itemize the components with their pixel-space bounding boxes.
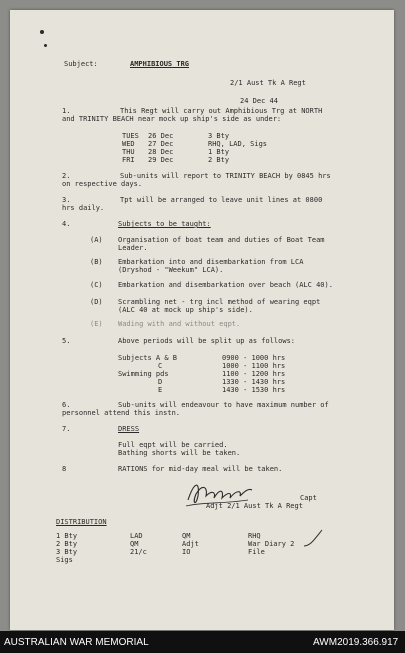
para-number: 8 bbox=[62, 465, 67, 473]
punch-hole bbox=[40, 30, 44, 34]
distribution-entry: QM bbox=[182, 532, 191, 540]
distribution-entry: 1 Bty bbox=[56, 532, 78, 540]
para-number: 4. bbox=[62, 220, 71, 228]
item-text: Wading with and without eqpt. bbox=[118, 320, 241, 328]
para-text: Above periods will be split up as follows: bbox=[118, 337, 296, 345]
section-heading: Subjects to be taught: bbox=[118, 220, 211, 228]
schedule-units: 2 Bty bbox=[208, 156, 230, 164]
para-text: RATIONS for mid-day meal will be taken. bbox=[118, 465, 283, 473]
schedule-date: 27 Dec bbox=[148, 140, 174, 148]
schedule-units: 3 Bty bbox=[208, 132, 230, 140]
para-text: hrs daily. bbox=[62, 204, 105, 212]
signatory-title: Adjt 2/1 Aust Tk A Regt bbox=[206, 502, 303, 510]
para-text: Full eqpt will be carried. bbox=[118, 441, 228, 449]
item-text: Organisation of boat team and duties of Boat Team bbox=[118, 236, 325, 244]
item-text: Embarkation into and disembarkation from LCA bbox=[118, 258, 304, 266]
period-time: 1100 - 1200 hrs bbox=[222, 370, 286, 378]
distribution-entry: War Diary 2 bbox=[248, 540, 295, 548]
item-text: Embarkation and disembarkation over beach (ALC 40). bbox=[118, 281, 333, 289]
schedule-day: TUES bbox=[122, 132, 139, 140]
item-text: Leader. bbox=[118, 244, 148, 252]
period-time: 1000 - 1100 hrs bbox=[222, 362, 286, 370]
item-letter: (B) bbox=[90, 258, 103, 266]
schedule-day: FRI bbox=[122, 156, 135, 164]
period-time: 1430 - 1530 hrs bbox=[222, 386, 286, 394]
distribution-entry: Adjt bbox=[182, 540, 199, 548]
para-number: 3. bbox=[62, 196, 71, 204]
distribution-entry: RHQ bbox=[248, 532, 261, 540]
item-letter: (D) bbox=[90, 298, 103, 306]
para-number: 5. bbox=[62, 337, 71, 345]
para-number: 2. bbox=[62, 172, 71, 180]
item-letter: (A) bbox=[90, 236, 103, 244]
para-text: This Regt will carry out Amphibious Trg at NORTH bbox=[120, 107, 323, 115]
signatory-rank: Capt bbox=[300, 494, 317, 502]
section-heading: DRESS bbox=[118, 425, 140, 433]
item-letter: (E) bbox=[90, 320, 103, 328]
distribution-entry: LAD bbox=[130, 532, 143, 540]
period-subject: Subjects A & B bbox=[118, 354, 178, 362]
para-number: 1. bbox=[62, 107, 71, 115]
archive-footer bbox=[0, 631, 405, 653]
period-subject: E bbox=[158, 386, 163, 394]
distribution-entry: QM bbox=[130, 540, 139, 548]
para-text: Bathing shorts will be taken. bbox=[118, 449, 241, 457]
para-number: 7. bbox=[62, 425, 71, 433]
footer-institution: AUSTRALIAN WAR MEMORIAL bbox=[4, 637, 149, 648]
punch-hole bbox=[44, 44, 47, 47]
schedule-date: 28 Dec bbox=[148, 148, 174, 156]
item-text: Scrambling net - trg incl method of wearing eqpt bbox=[118, 298, 321, 306]
distribution-entry: File bbox=[248, 548, 265, 556]
item-text: (ALC 40 at mock up ship's side). bbox=[118, 306, 253, 314]
schedule-day: WED bbox=[122, 140, 135, 148]
para-text: Sub-units will endeavour to have maximum number of bbox=[118, 401, 329, 409]
para-text: Sub-units will report to TRINITY BEACH by 0845 hrs bbox=[120, 172, 331, 180]
unit-name: 2/1 Aust Tk A Regt bbox=[230, 79, 306, 87]
period-subject: Swimming pds bbox=[118, 370, 169, 378]
para-text: Tpt will be arranged to leave unit lines at 0800 bbox=[120, 196, 323, 204]
distribution-entry: IO bbox=[182, 548, 191, 556]
period-subject: C bbox=[158, 362, 163, 370]
distribution-entry: Sigs bbox=[56, 556, 73, 564]
document-date: 24 Dec 44 bbox=[240, 97, 278, 105]
subject-label: Subject: bbox=[64, 60, 98, 68]
pen-tick-mark bbox=[302, 528, 324, 550]
item-letter: (C) bbox=[90, 281, 103, 289]
para-text: and TRINITY BEACH near mock up ship's side as under: bbox=[62, 115, 282, 123]
para-number: 6. bbox=[62, 401, 71, 409]
distribution-entry: 3 Bty bbox=[56, 548, 78, 556]
para-text: personnel attend this instn. bbox=[62, 409, 181, 417]
para-text: on respective days. bbox=[62, 180, 143, 188]
subject-title: AMPHIBIOUS TRG bbox=[130, 60, 190, 68]
period-time: 1330 - 1430 hrs bbox=[222, 378, 286, 386]
schedule-units: RHQ, LAD, Sigs bbox=[208, 140, 268, 148]
item-text: (Dryshod - "Weekum" LCA). bbox=[118, 266, 224, 274]
period-subject: D bbox=[158, 378, 163, 386]
schedule-date: 26 Dec bbox=[148, 132, 174, 140]
schedule-date: 29 Dec bbox=[148, 156, 174, 164]
schedule-units: 1 Bty bbox=[208, 148, 230, 156]
schedule-day: THU bbox=[122, 148, 135, 156]
period-time: 0900 - 1000 hrs bbox=[222, 354, 286, 362]
distribution-heading: DISTRIBUTION bbox=[56, 518, 107, 526]
distribution-entry: 21/c bbox=[130, 548, 147, 556]
distribution-entry: 2 Bty bbox=[56, 540, 78, 548]
footer-accession-number: AWM2019.366.917 bbox=[313, 637, 399, 648]
